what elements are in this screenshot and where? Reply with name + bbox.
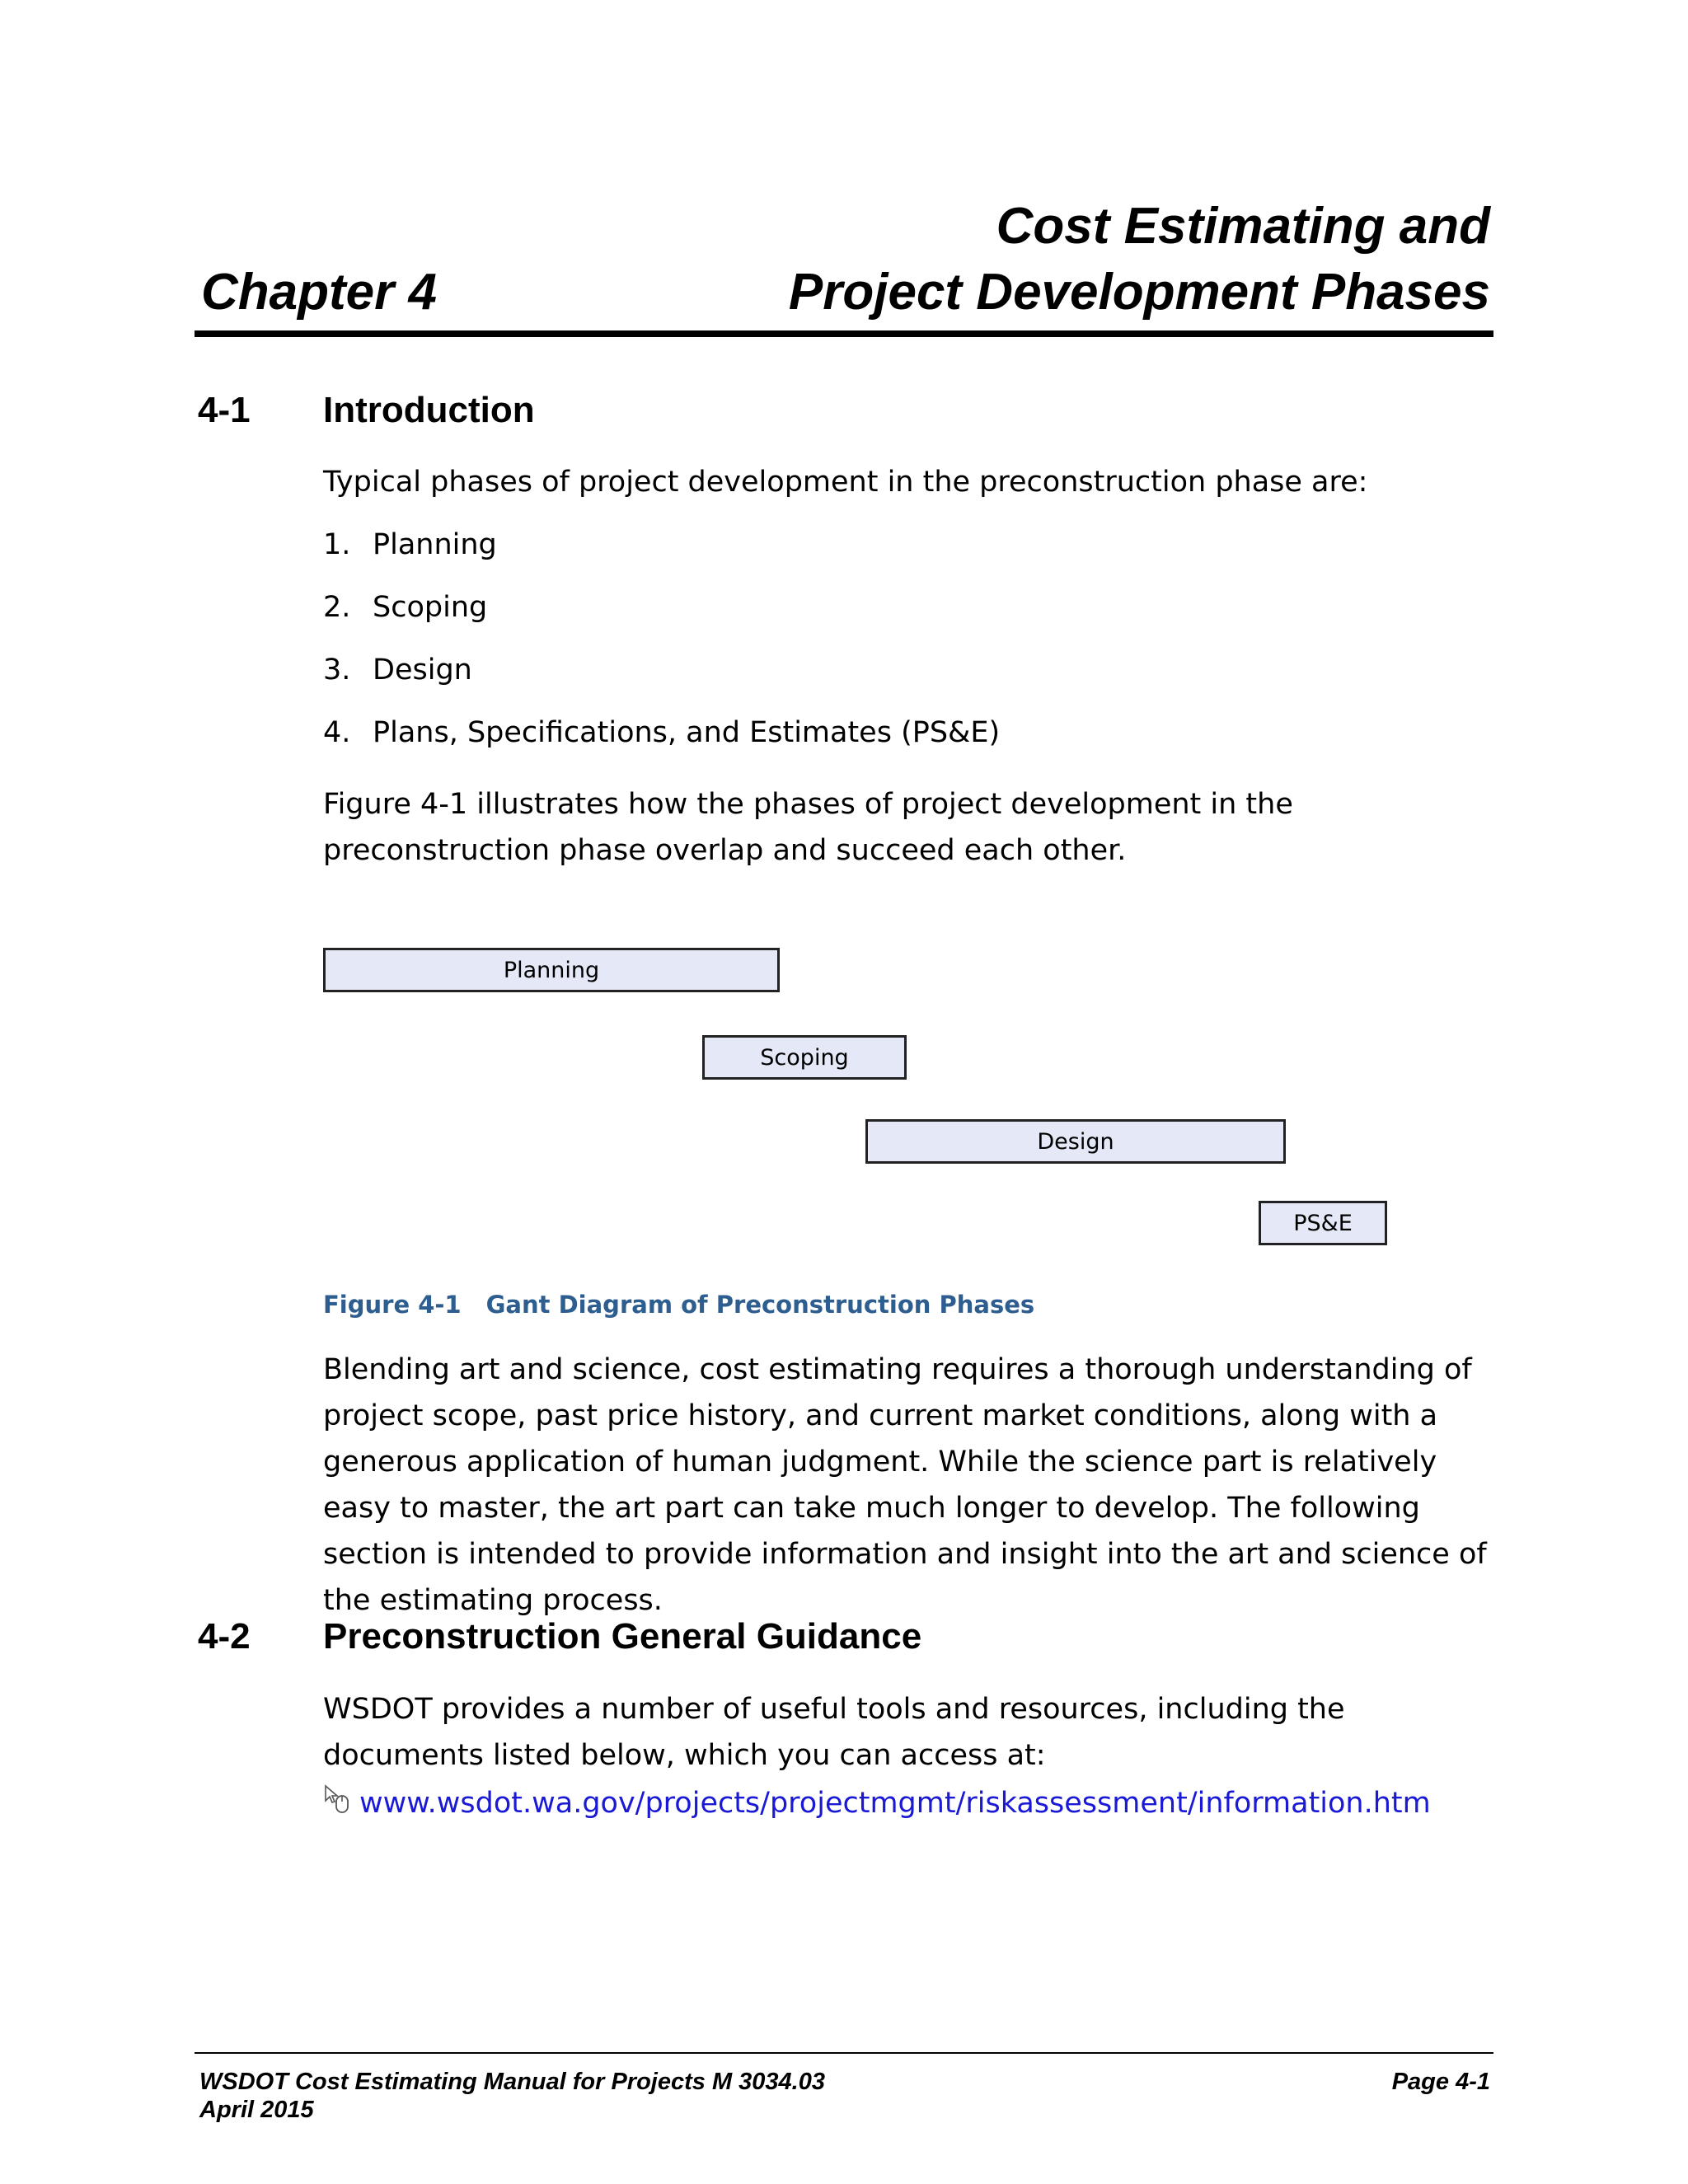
gantt-bar-design: Design bbox=[865, 1119, 1286, 1164]
footer-manual-title: WSDOT Cost Estimating Manual for Projects M 3034.03 bbox=[199, 2069, 825, 2095]
figure-caption-text: Gant Diagram of Preconstruction Phases bbox=[485, 1291, 1035, 1319]
resource-link[interactable]: www.wsdot.wa.gov/projects/projectmgmt/riskassessment/information.htm bbox=[359, 1786, 1431, 1820]
figure-caption-label: Figure 4-1 bbox=[323, 1291, 462, 1319]
mouse-pointer-icon bbox=[323, 1784, 351, 1821]
gantt-bar-pse: PS&E bbox=[1259, 1201, 1387, 1245]
section-title: Introduction bbox=[323, 390, 535, 430]
body-paragraph: Blending art and science, cost estimating requires a thorough understanding of project scope, past price history, and current market conditions, along with a generous application of human judgment. While the science part is relatively easy to master, the art part can take much longer to develop. The following section is intended to provide information and insight into the art and science of the estimating process. bbox=[323, 1353, 1487, 1617]
list-item: Plans, Specifications, and Estimates (PS&E) bbox=[373, 716, 1001, 749]
gantt-bar-planning: Planning bbox=[323, 948, 780, 992]
section-number: 4-2 bbox=[198, 1616, 251, 1657]
figure-intro-paragraph: Figure 4-1 illustrates how the phases of project development in the preconstruction phase overlap and succeed each other. bbox=[323, 788, 1293, 867]
list-item: Scoping bbox=[373, 591, 488, 624]
section-title: Preconstruction General Guidance bbox=[323, 1616, 922, 1657]
section-number: 4-1 bbox=[198, 390, 251, 430]
list-number: 2. bbox=[323, 591, 351, 624]
intro-text: Typical phases of project development in the preconstruction phase are: bbox=[323, 466, 1368, 499]
chapter-label: Chapter 4 bbox=[201, 264, 437, 321]
list-number: 4. bbox=[323, 716, 351, 749]
list-item: Design bbox=[373, 654, 472, 687]
chapter-title-line2: Project Development Phases bbox=[788, 264, 1490, 321]
chapter-title-line1: Cost Estimating and bbox=[996, 198, 1490, 255]
footer-rule bbox=[195, 2052, 1493, 2054]
resource-link-row bbox=[323, 1784, 1431, 1821]
gantt-bar-scoping: Scoping bbox=[702, 1035, 907, 1080]
list-number: 1. bbox=[323, 528, 351, 561]
header-rule bbox=[195, 330, 1493, 337]
list-item: Planning bbox=[373, 528, 497, 561]
footer-date: April 2015 bbox=[199, 2097, 314, 2123]
footer-page-number: Page 4-1 bbox=[1391, 2069, 1490, 2095]
figure-caption bbox=[323, 1291, 1034, 1319]
list-number: 3. bbox=[323, 654, 351, 687]
body-paragraph: WSDOT provides a number of useful tools and resources, including the documents listed below, which you can access at: bbox=[323, 1693, 1345, 1772]
